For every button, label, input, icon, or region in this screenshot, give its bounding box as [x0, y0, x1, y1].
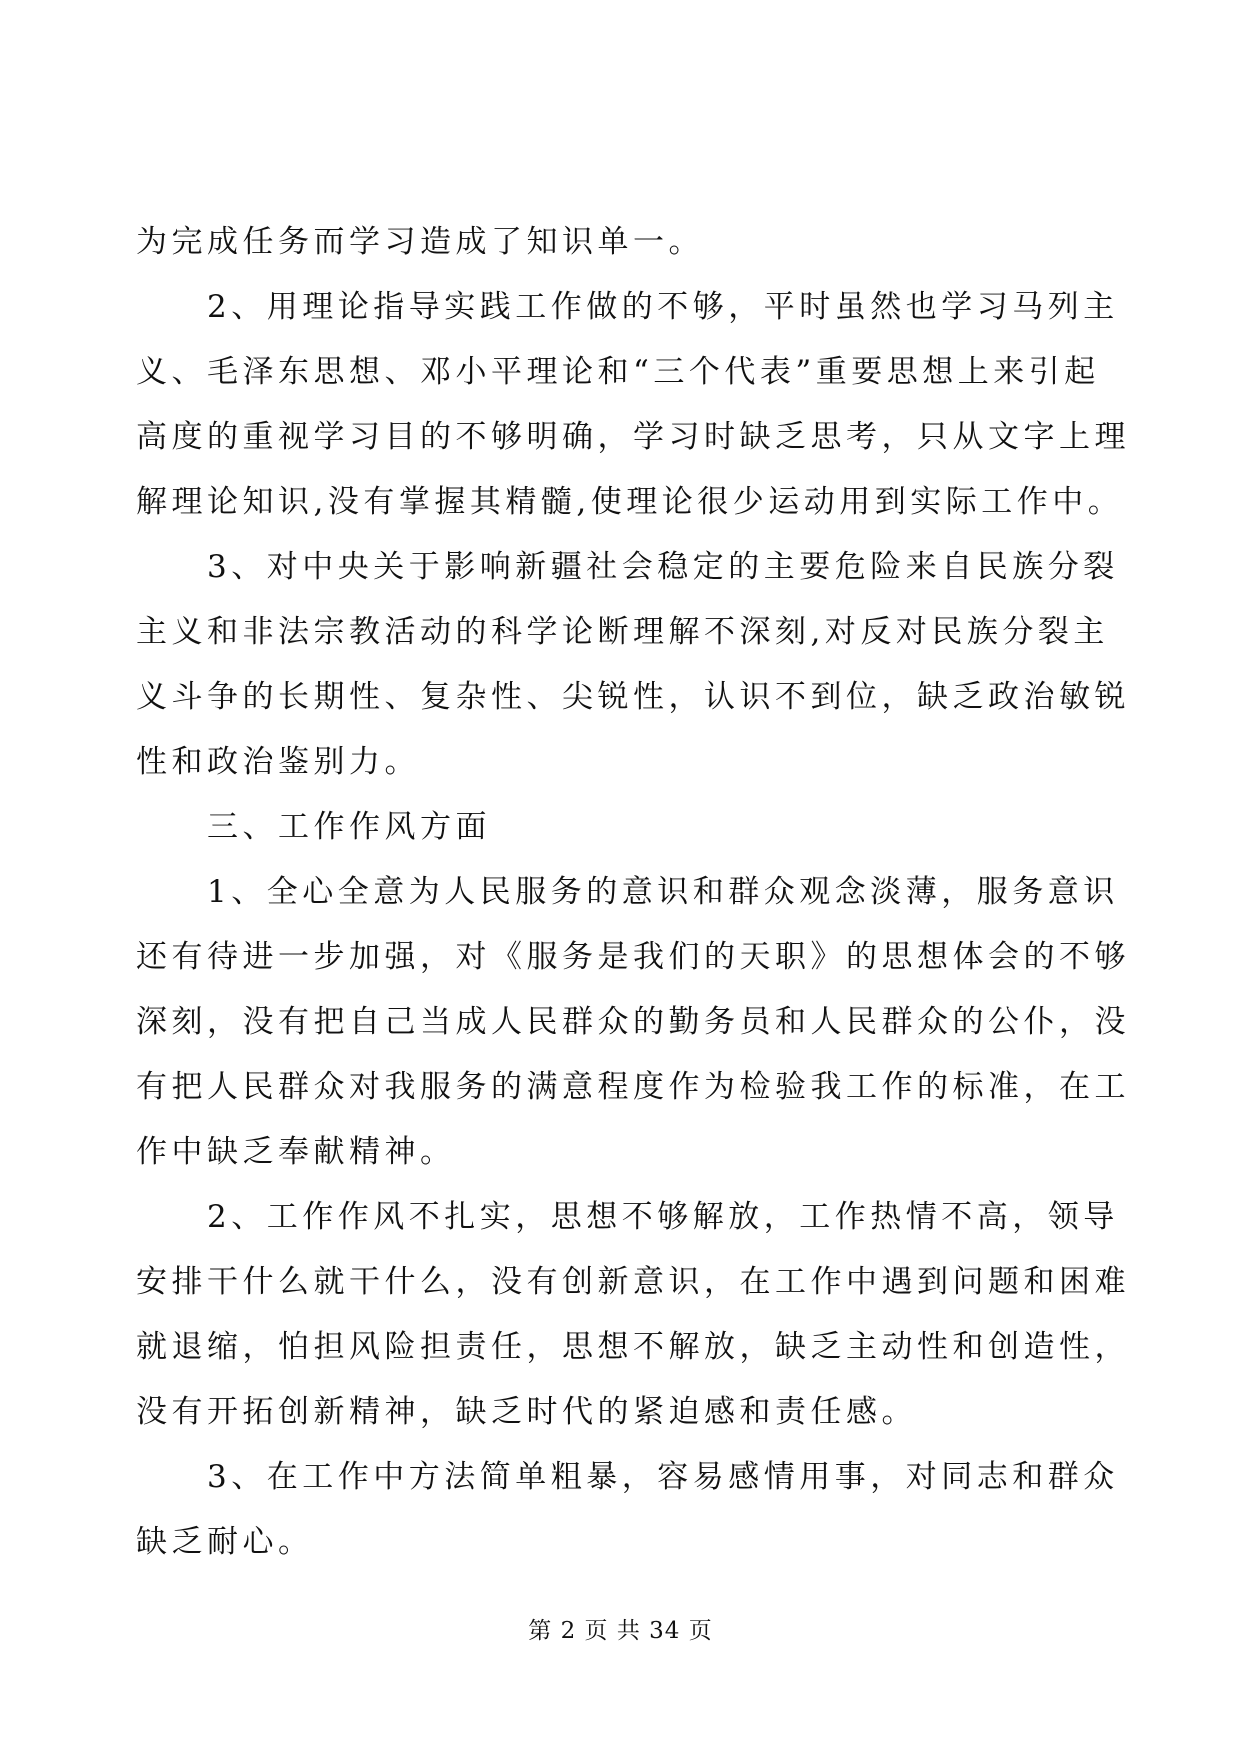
text-line: 2、工作作风不扎实，思想不够解放，工作热情不高，领导 — [136, 1199, 1119, 1235]
text-line: 就退缩，怕担风险担责任，思想不解放，缺乏主动性和创造性， — [136, 1329, 1130, 1365]
text-line: 义、毛泽东思想、邓小平理论和“三个代表”重要思想上来引起 — [136, 354, 1100, 390]
text-line: 深刻，没有把自己当成人民群众的勤务员和人民群众的公仆，没 — [136, 1004, 1130, 1040]
text-line: 义斗争的长期性、复杂性、尖锐性，认识不到位，缺乏政治敏锐 — [136, 679, 1130, 715]
text-line: 没有开拓创新精神，缺乏时代的紧迫感和责任感。 — [136, 1394, 917, 1430]
text-line: 1、全心全意为人民服务的意识和群众观念淡薄，服务意识 — [136, 874, 1119, 910]
text-line: 为完成任务而学习造成了知识单一。 — [136, 224, 704, 260]
section-heading: 三、工作作风方面 — [136, 809, 491, 845]
text-line: 主义和非法宗教活动的科学论断理解不深刻,对反对民族分裂主 — [136, 614, 1109, 650]
text-line: 高度的重视学习目的不够明确，学习时缺乏思考，只从文字上理 — [136, 419, 1130, 455]
text-line: 还有待进一步加强，对《服务是我们的天职》的思想体会的不够 — [136, 939, 1130, 975]
text-line: 3、在工作中方法简单粗暴，容易感情用事，对同志和群众 — [136, 1459, 1119, 1495]
text-line: 2、用理论指导实践工作做的不够，平时虽然也学习马列主 — [136, 289, 1119, 325]
text-line: 安排干什么就干什么，没有创新意识，在工作中遇到问题和困难 — [136, 1264, 1130, 1300]
text-line: 解理论知识,没有掌握其精髓,使理论很少运动用到实际工作中。 — [136, 484, 1124, 520]
text-line: 性和政治鉴别力。 — [136, 744, 420, 780]
text-line: 作中缺乏奉献精神。 — [136, 1134, 456, 1170]
text-line: 缺乏耐心。 — [136, 1524, 314, 1560]
document-body — [136, 224, 1130, 1589]
page-number-footer: 第 2 页 共 34 页 — [528, 1618, 713, 1644]
text-line: 3、对中央关于影响新疆社会稳定的主要危险来自民族分裂 — [136, 549, 1119, 585]
text-line: 有把人民群众对我服务的满意程度作为检验我工作的标准，在工 — [136, 1069, 1130, 1105]
